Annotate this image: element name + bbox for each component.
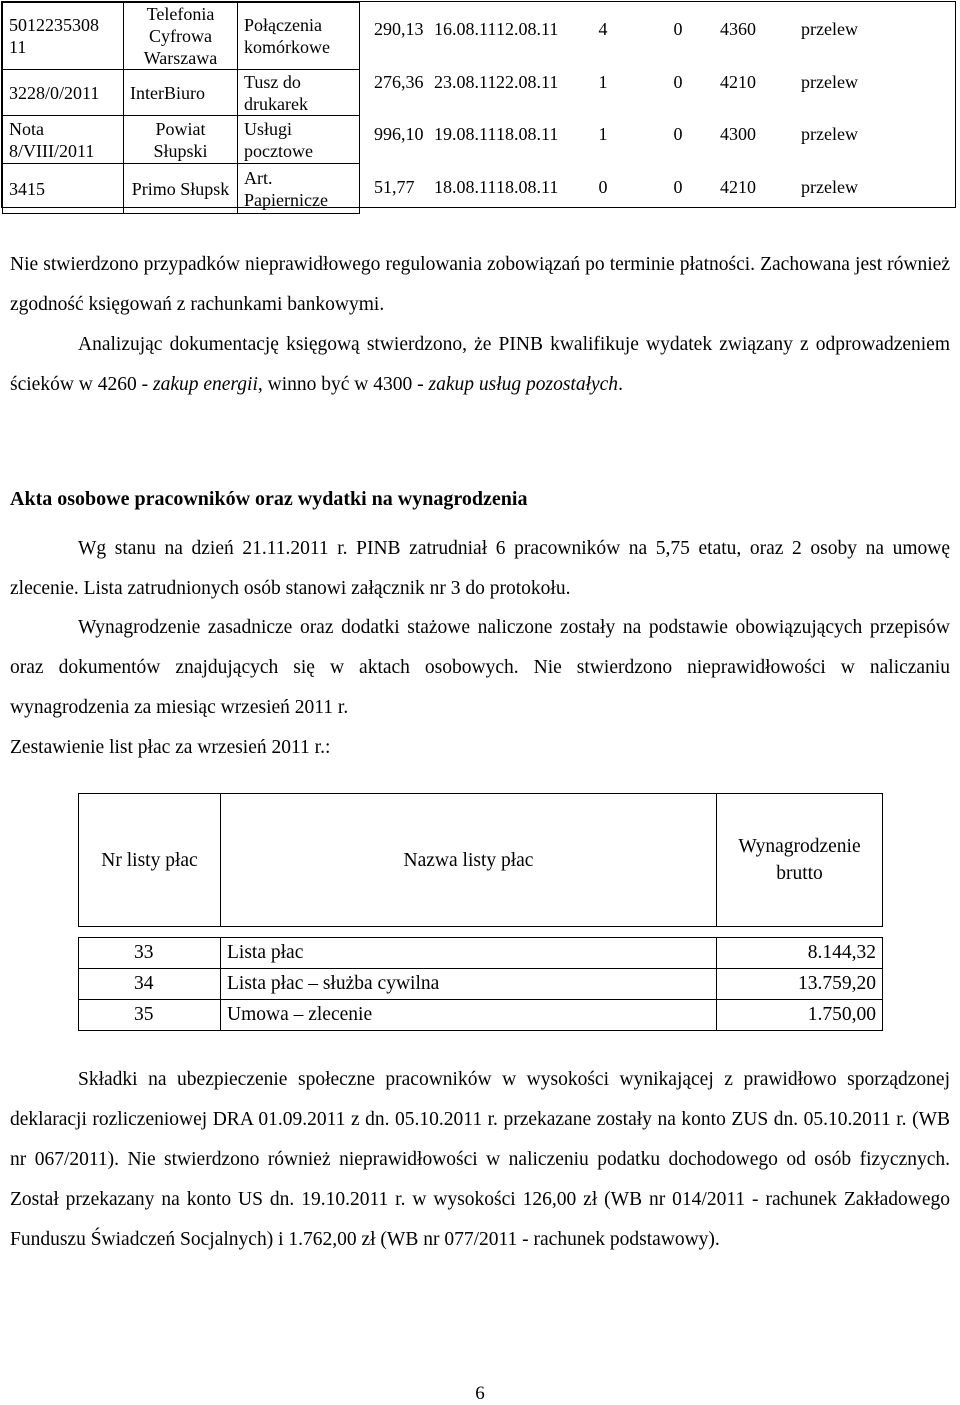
- table-gap-cell: [79, 927, 883, 938]
- staff-text: Wg stanu na dzień 21.11.2011 r. PINB zatrudniał 6 pracowników na 5,75 etatu, oraz 2 osoby na umowę zlecenie. Lista zatrudnionych osób stanowi załącznik nr 3 do protokołu.: [10, 538, 950, 599]
- payroll-nr: 35: [79, 1000, 221, 1031]
- salary-text: Wynagrodzenie zasadnicze oraz dodatki stażowe naliczone zostały na podstawie obowiązujących przepisów oraz dokumentów znajdujących się w aktach osobowych. Nie stwierdzono nieprawidłowości w naliczaniu wynagrodzenia za miesiąc wrzesień 2011 r.: [10, 617, 950, 718]
- ledger-date: 23.08.11: [434, 71, 497, 92]
- payroll-name: Lista płac: [221, 938, 717, 969]
- ledger-value: 1: [598, 71, 608, 92]
- analysis-term: zakup energii: [152, 374, 258, 395]
- paragraph-payroll-intro: Zestawienie list płac za wrzesień 2011 r.:: [10, 737, 331, 758]
- ledger-date: 19.08.11: [434, 124, 497, 145]
- payroll-name: Lista płac – służba cywilna: [221, 969, 717, 1000]
- payroll-amount: 13.759,20: [717, 969, 883, 1000]
- table-gap: [79, 927, 883, 938]
- ledger-value: 0: [673, 18, 683, 39]
- ledger-row: [3, 3, 956, 70]
- ledger-code: 4210: [720, 177, 756, 198]
- header-nr: Nr listy płac: [79, 794, 221, 927]
- ledger-method: przelew: [801, 124, 858, 145]
- ledger-value: 0: [673, 124, 683, 145]
- ledger-method: przelew: [801, 177, 858, 198]
- table-row: [79, 1000, 883, 1031]
- ledger-id: Nota 8/VIII/2011: [3, 116, 124, 164]
- ledger-values-row: [360, 18, 955, 40]
- ledger-code: 4210: [720, 71, 756, 92]
- payroll-table: [78, 793, 883, 1031]
- ledger-values-row: [360, 71, 955, 93]
- payroll-amount: 1.750,00: [717, 1000, 883, 1031]
- analysis-text: Analizując dokumentację księgową stwierdzono, że PINB kwalifikuje wydatek związany z odprowadzeniem ścieków w 4260 -: [10, 334, 950, 395]
- ledger-id: 5012235308 11: [3, 3, 124, 70]
- payroll-nr: 33: [79, 938, 221, 969]
- ledger-method: przelew: [801, 71, 858, 92]
- analysis-text: .: [618, 374, 623, 395]
- ledger-values-row: [360, 123, 955, 145]
- ledger-amount: 276,36: [374, 71, 424, 92]
- ledger-firm: Primo Słupsk: [124, 164, 238, 214]
- payroll-name: Umowa – zlecenie: [221, 1000, 717, 1031]
- paragraph-payments: Nie stwierdzono przypadków nieprawidłowego regulowania zobowiązań po terminie płatności. Zachowana jest również zgodność księgowań z rachunkami bankowymi.: [10, 254, 950, 315]
- analysis-term: zakup usług pozostałych: [428, 374, 619, 395]
- ledger-value: 0: [673, 177, 683, 198]
- contributions-text: Składki na ubezpieczenie społeczne pracowników w wysokości wynikającej z prawidłowo sporządzonej deklaracji rozliczeniowej DRA 01.09.2011 z dn. 05.10.2011 r. przekazane zostały na konto ZUS dn. 05.10.2011 r. (WB nr 067/2011). Nie stwierdzono również nieprawidłowości w naliczeniu podatku dochodowego od osób fizycznych. Został przekazany na konto US dn. 19.10.2011 r. w wysokości 126,00 zł (WB nr 014/2011 - rachunek Zakładowego Funduszu Świadczeń Socjalnych) i 1.762,00 zł (WB nr 077/2011 - rachunek podstawowy).: [10, 1069, 950, 1250]
- paragraph-staff: [10, 529, 950, 609]
- header-amount: [717, 794, 883, 927]
- ledger-date: 12.08.11: [496, 18, 559, 39]
- paragraph-analysis: [10, 325, 950, 405]
- ledger-id: 3228/0/2011: [3, 70, 124, 116]
- payroll-header-row: [79, 794, 883, 927]
- ledger-value: 0: [598, 177, 608, 198]
- ledger-value: 0: [673, 71, 683, 92]
- paragraph-contributions: [10, 1060, 950, 1260]
- header-amount-label: Wynagrodzenie brutto: [738, 836, 861, 884]
- ledger-method: przelew: [801, 18, 858, 39]
- ledger-date: 18.08.11: [496, 177, 559, 198]
- ledger-id: 3415: [3, 164, 124, 214]
- ledger-values-row: [360, 176, 955, 198]
- ledger-type: Połączenia komórkowe: [238, 3, 360, 70]
- ledger-date: 18.08.11: [496, 124, 559, 145]
- header-name: Nazwa listy płac: [221, 794, 717, 927]
- ledger-type: Art. Papiernicze: [238, 164, 360, 214]
- section-heading: Akta osobowe pracowników oraz wydatki na wynagrodzenia: [10, 488, 528, 510]
- table-row: [79, 969, 883, 1000]
- ledger-amount: 290,13: [374, 18, 424, 39]
- page-number: 6: [475, 1383, 485, 1404]
- ledger-code: 4360: [720, 18, 756, 39]
- ledger-value: 1: [598, 124, 608, 145]
- ledger-amount: 996,10: [374, 124, 424, 145]
- ledger-value: 4: [598, 18, 608, 39]
- payroll-nr: 34: [79, 969, 221, 1000]
- ledger-type: Tusz do drukarek: [238, 70, 360, 116]
- ledger-firm: Powiat Słupski: [124, 116, 238, 164]
- ledger-amount: 51,77: [374, 177, 415, 198]
- ledger-firm: Telefonia Cyfrowa Warszawa: [124, 3, 238, 70]
- expense-ledger-table: [1, 1, 956, 208]
- paragraph-salary: [10, 608, 950, 728]
- table-row: [79, 938, 883, 969]
- payroll-amount: 8.144,32: [717, 938, 883, 969]
- ledger-code: 4300: [720, 124, 756, 145]
- ledger-date: 16.08.11: [434, 18, 497, 39]
- ledger-type: Usługi pocztowe: [238, 116, 360, 164]
- ledger-date: 18.08.11: [434, 177, 497, 198]
- ledger-date: 22.08.11: [496, 71, 559, 92]
- ledger-firm: InterBiuro: [124, 70, 238, 116]
- analysis-text: , winno być w 4300 -: [257, 374, 429, 395]
